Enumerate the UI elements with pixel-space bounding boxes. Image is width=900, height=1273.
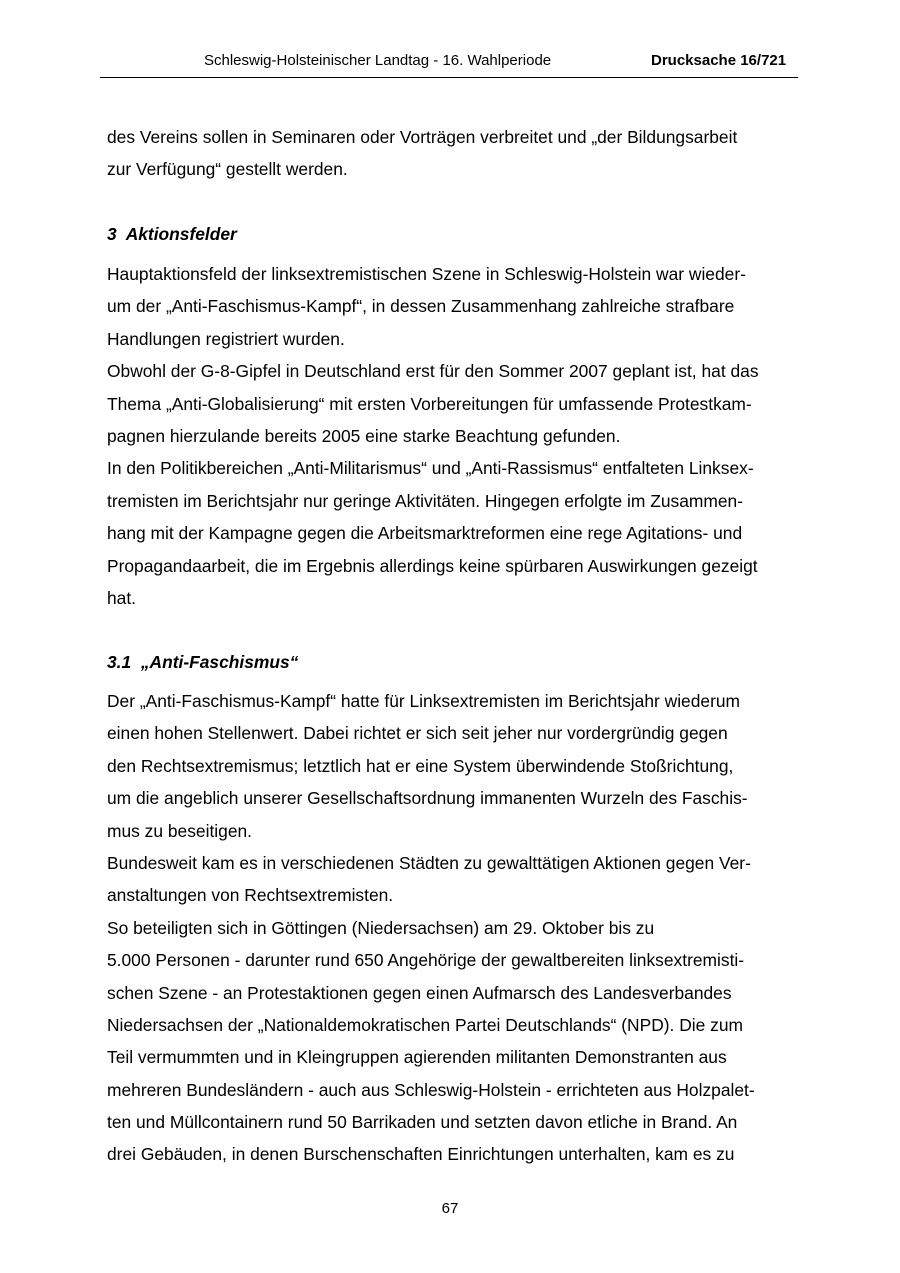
text-line: drei Gebäuden, in denen Burschenschaften Einrichtungen unterhalten, kam es zu — [107, 1144, 735, 1165]
header-title: Schleswig-Holsteinischer Landtag - 16. Wahlperiode — [204, 52, 552, 69]
page-number: 67 — [441, 1200, 459, 1217]
text-line: hang mit der Kampagne gegen die Arbeitsmarktreformen eine rege Agitations- und — [107, 523, 743, 544]
paragraph-continuation — [107, 121, 737, 186]
text-line: Handlungen registriert wurden. — [107, 328, 345, 349]
text-line: 5.000 Personen - darunter rund 650 Angehörige der gewaltbereiten linksextremisti- — [107, 950, 745, 971]
text-line: Bundesweit kam es in verschiedenen Städten zu gewalttätigen Aktionen gegen Ver- — [107, 852, 751, 873]
text-line: Propagandaarbeit, die im Ergebnis allerdings keine spürbaren Auswirkungen gezeigt — [107, 555, 758, 576]
text-line: um der „Anti-Faschismus-Kampf“, in dessen Zusammenhang zahlreiche strafbare — [107, 296, 735, 317]
text-line: mehreren Bundesländern - auch aus Schleswig-Holstein - errichteten aus Holzpalet- — [107, 1079, 755, 1100]
text-line: Obwohl der G-8-Gipfel in Deutschland erst für den Sommer 2007 geplant ist, hat das — [107, 361, 759, 382]
text-line: Hauptaktionsfeld der linksextremistischen Szene in Schleswig-Holstein war wieder- — [107, 264, 746, 284]
text-line: anstaltungen von Rechtsextremisten. — [107, 885, 394, 906]
header-rule — [100, 77, 798, 78]
text-line: mus zu beseitigen. — [107, 820, 253, 841]
text-line: In den Politikbereichen „Anti-Militarismus“ und „Anti-Rassismus“ entfalteten Linksex- — [107, 458, 754, 479]
text-line: zur Verfügung“ gestellt werden. — [107, 159, 348, 180]
text-line: Der „Anti-Faschismus-Kampf“ hatte für Linksextremisten im Berichtsjahr wiederum — [107, 691, 741, 711]
section-3-1-body — [107, 685, 755, 1171]
text-line: tremisten im Berichtsjahr nur geringe Aktivitäten. Hingegen erfolgte im Zusammen- — [107, 490, 743, 511]
text-line: um die angeblich unserer Gesellschaftsordnung immanenten Wurzeln des Faschis- — [107, 788, 748, 809]
section-heading-3-1: 3.1 „Anti-Faschismus“ — [107, 652, 299, 672]
text-line: So beteiligten sich in Göttingen (Niedersachsen) am 29. Oktober bis zu — [107, 917, 655, 938]
text-line: Thema „Anti-Globalisierung“ mit ersten Vorbereitungen für umfassende Protestkam- — [107, 393, 752, 414]
text-line: den Rechtsextremismus; letztlich hat er eine System überwindende Stoßrichtung, — [107, 755, 734, 776]
text-line: des Vereins sollen in Seminaren oder Vorträgen verbreitet und „der Bildungsarbeit — [107, 127, 738, 147]
section-3-body — [107, 258, 759, 614]
document-number: Drucksache 16/721 — [651, 52, 787, 69]
text-line: pagnen hierzulande bereits 2005 eine starke Beachtung gefunden. — [107, 425, 621, 446]
section-heading-3: 3 Aktionsfelder — [107, 224, 237, 244]
text-line: einen hohen Stellenwert. Dabei richtet er sich seit jeher nur vordergründig gegen — [107, 723, 728, 744]
text-line: hat. — [107, 587, 137, 608]
text-line: Teil vermummten und in Kleingruppen agierenden militanten Demonstranten aus — [107, 1047, 727, 1068]
text-line: ten und Müllcontainern rund 50 Barrikaden und setzten davon etliche in Brand. An — [107, 1112, 738, 1133]
text-line: Niedersachsen der „Nationaldemokratischen Partei Deutschlands“ (NPD). Die zum — [107, 1014, 743, 1035]
text-line: schen Szene - an Protestaktionen gegen einen Aufmarsch des Landesverbandes — [107, 982, 732, 1003]
